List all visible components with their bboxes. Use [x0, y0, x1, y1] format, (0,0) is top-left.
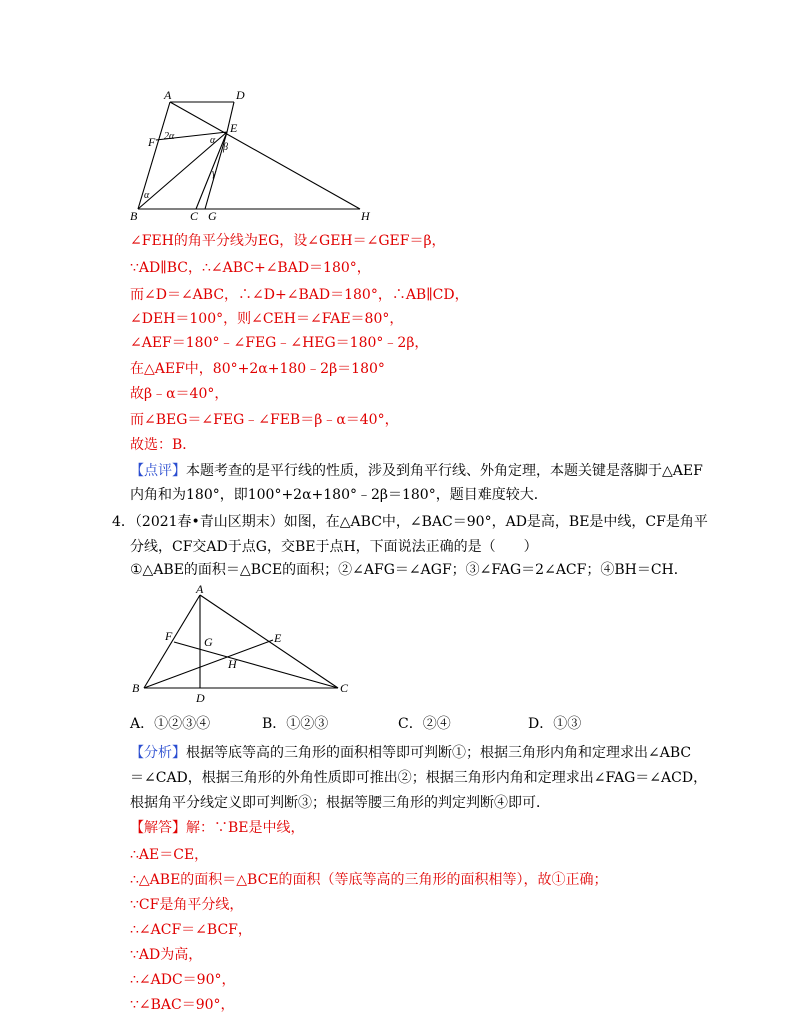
comment-line-1 [130, 461, 703, 481]
solution-line-3: 而∠D＝∠ABC，∴∠D+∠BAD＝180°，∴AB∥CD， [130, 287, 469, 303]
comment-tag: 【点评】 [130, 463, 186, 479]
label-A: A [164, 88, 172, 102]
answer-tag: 【解答】 [130, 820, 186, 836]
figure-1 [120, 88, 380, 223]
label-C: C [190, 209, 199, 223]
question-4-line-1: 4．（2021春•青山区期末）如图，在△ABC中，∠BAC＝90°，AD是高，BE是中线，CF是角平 [112, 514, 708, 530]
answer-line-4: ∵CF是角平分线， [130, 897, 244, 913]
analysis-line-1 [130, 743, 691, 763]
analysis-line-3: 根据角平分线定义即可判断③；根据等腰三角形的判定判断④即可． [130, 795, 550, 811]
angle-beta: β [223, 142, 228, 153]
option-c: C．②④ [398, 716, 451, 732]
label-E: E [230, 121, 238, 135]
solution-line-5: ∠AEF＝180°﹣∠FEG﹣∠HEG＝180°﹣2β， [130, 335, 429, 351]
label2-H: H [228, 657, 237, 671]
answer-line-6: ∵AD为高， [130, 947, 203, 963]
solution-line-8: 而∠BEG＝∠FEG﹣∠FEB＝β﹣α＝40°， [130, 412, 399, 428]
solution-line-2: ∵AD∥BC，∴∠ABC+∠BAD＝180°， [130, 260, 371, 276]
label2-E: E [274, 631, 282, 645]
solution-line-4: ∠DEH＝100°，则∠CEH＝∠FAE＝80°， [130, 311, 404, 327]
label2-F: F [165, 629, 173, 643]
label-B: B [130, 209, 138, 223]
label-G: G [208, 209, 217, 223]
label-H: H [361, 209, 370, 223]
answer-line-1 [130, 818, 305, 838]
angle-alpha-e: α [210, 135, 216, 146]
comment-line-2: 内角和为180°，即100°+2α+180°﹣2β＝180°，题目难度较大． [130, 487, 548, 503]
solution-line-6: 在△AEF中，80°+2α+180﹣2β＝180° [130, 361, 385, 377]
solution-line-7: 故β﹣α＝40°， [130, 386, 229, 402]
answer-line-2: ∴AE＝CE， [130, 847, 209, 863]
label2-C: C [340, 681, 349, 695]
analysis-line-2: ＝∠CAD，根据三角形的外角性质即可推出②；根据三角形内角和定理求出∠FAG＝∠ACD， [130, 770, 708, 786]
option-a: A．①②③④ [130, 716, 211, 732]
angle-alpha-b: α [144, 190, 150, 201]
label2-D: D [196, 691, 205, 705]
analysis-tag: 【分析】 [130, 745, 186, 761]
label-F: F [148, 135, 156, 149]
label2-B: B [132, 681, 140, 695]
label-D: D [236, 88, 245, 102]
answer-line-8: ∵∠BAC＝90°， [130, 997, 235, 1013]
option-b: B．①②③ [262, 716, 329, 732]
option-d: D．①③ [528, 716, 582, 732]
solution-line-1: ∠FEH的角平分线为EG，设∠GEH＝∠GEF＝β， [130, 233, 446, 249]
question-4-line-3: ①△ABE的面积＝△BCE的面积；②∠AFG＝∠AGF；③∠FAG＝2∠ACF；④BH＝CH． [130, 562, 688, 578]
answer-text-1: 解：∵BE是中线， [186, 820, 305, 836]
answer-line-3: ∴△ABE的面积＝△BCE的面积（等底等高的三角形的面积相等），故①正确； [130, 872, 608, 888]
label2-G: G [204, 635, 213, 649]
analysis-text-1: 根据等底等高的三角形的面积相等即可判断①；根据三角形内角和定理求出∠ABC [186, 745, 692, 761]
angle-2alpha: 2α [164, 131, 175, 142]
solution-line-9: 故选：B． [130, 437, 197, 453]
label2-A: A [196, 584, 204, 596]
comment-text-1: 本题考查的是平行线的性质，涉及到角平行线、外角定理，本题关键是落脚于△AEF [186, 463, 703, 479]
angle-gamma: γ [212, 168, 216, 179]
answer-line-7: ∴∠ADC＝90°， [130, 972, 236, 988]
figure-2 [128, 584, 368, 706]
question-4-line-2: 分线，CF交AD于点G，交BE于点H，下面说法正确的是（ ） [130, 539, 538, 555]
answer-line-5: ∴∠ACF＝∠BCF， [130, 922, 252, 938]
